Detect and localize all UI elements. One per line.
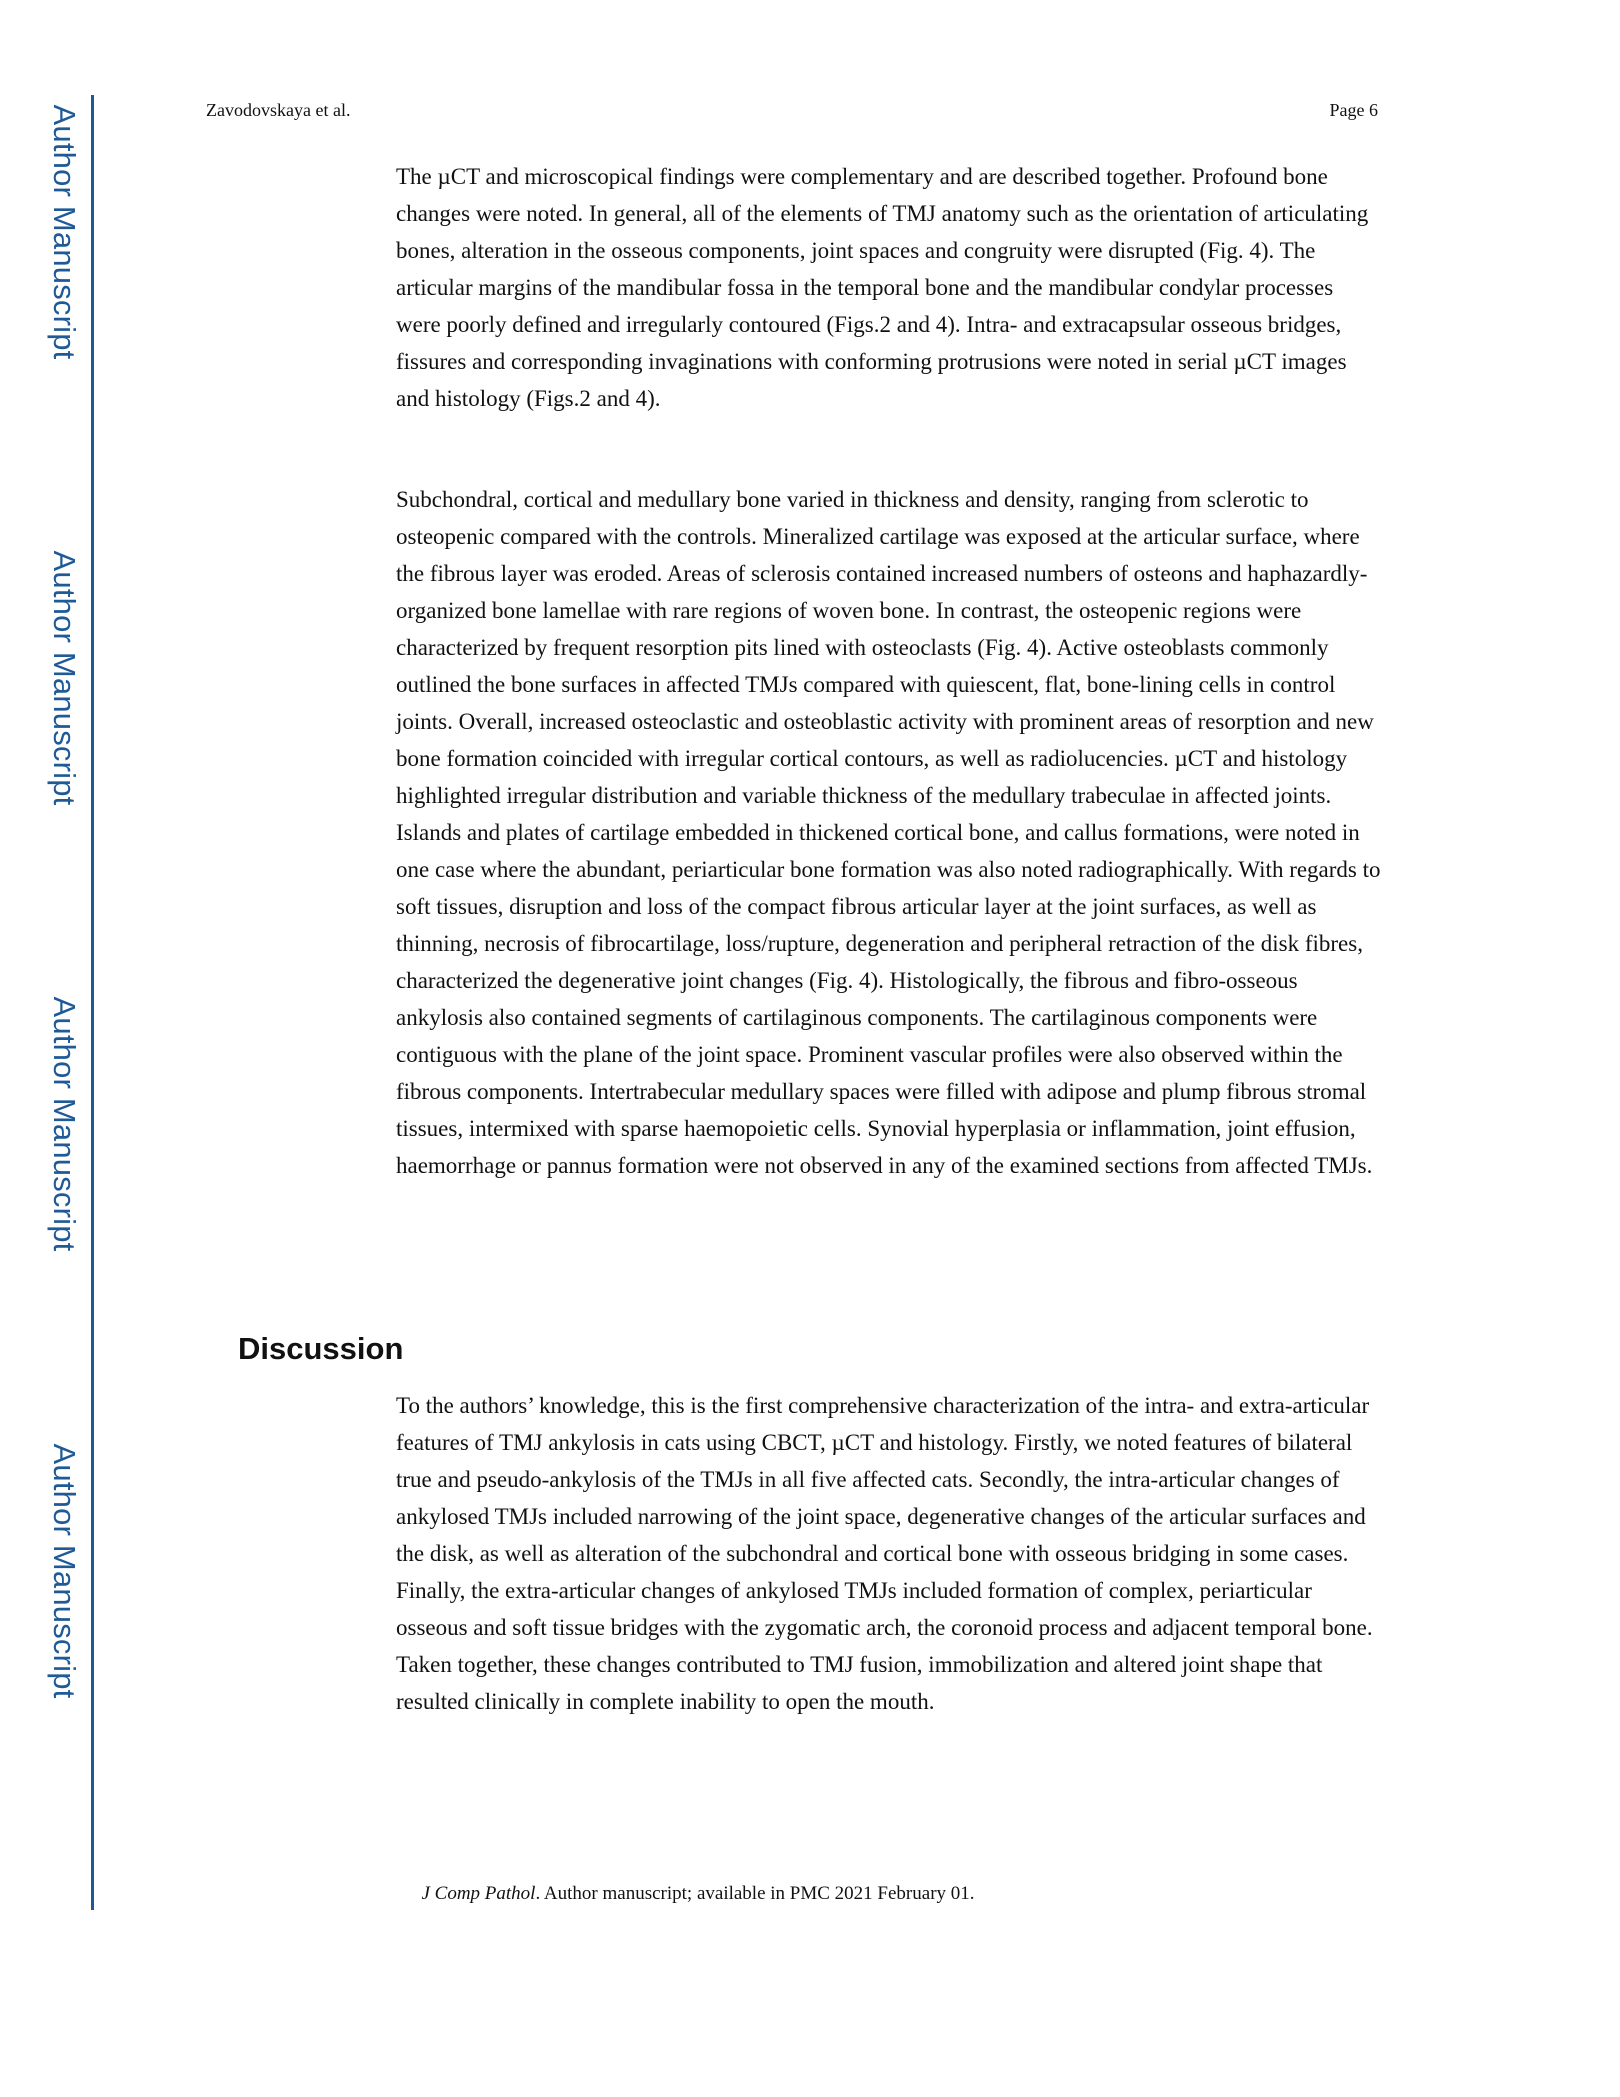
footer-availability: . Author manuscript; available in PMC 2021 February 01. [535, 1883, 975, 1904]
running-header-author: Zavodovskaya et al. [206, 100, 351, 120]
author-manuscript-label-2: Author Manuscript [47, 550, 82, 806]
footer-journal: J Comp Pathol [421, 1883, 536, 1904]
paragraph-findings: The µCT and microscopical findings were complementary and are described together. Profound bone changes were noted. In general, all of the elements of TMJ anatomy such as the orientation of articulating bones, alteration in the osseous components, joint spaces and congruity were disrupted (Fig. 4). The articular margins of the mandibular fossa in the temporal bone and the mandibular condylar processes were poorly defined and irregularly contoured (Figs.2 and 4). Intra- and extracapsular osseous bridges, fissures and corresponding invaginations with conforming protrusions were noted in serial µCT images and histology (Figs.2 and 4). [396, 164, 1369, 411]
author-manuscript-label-4: Author Manuscript [47, 1443, 82, 1699]
page-footer [0, 1883, 1620, 1905]
paragraph-discussion: To the authors’ knowledge, this is the first comprehensive characterization of the intra- and extra-articular features of TMJ ankylosis in cats using CBCT, µCT and histology. Firstly, we noted features of bilateral true and pseudo-ankylosis of the TMJs in all five affected cats. Secondly, the intra-articular changes of ankylosed TMJs included narrowing of the joint space, degenerative changes of the articular surfaces and the disk, as well as alteration of the subchondral and cortical bone with osseous bridging in some cases. Finally, the extra-articular changes of ankylosed TMJs included formation of complex, periarticular osseous and soft tissue bridges with the zygomatic arch, the coronoid process and adjacent temporal bone. Taken together, these changes contributed to TMJ fusion, immobilization and altered joint shape that resulted clinically in complete inability to open the mouth. [396, 1393, 1373, 1714]
page-number: Page 6 [1329, 100, 1378, 120]
paragraph-bone-changes: Subchondral, cortical and medullary bone varied in thickness and density, ranging from sclerotic to osteopenic compared with the controls. Mineralized cartilage was exposed at the articular surface, where the fibrous layer was eroded. Areas of sclerosis contained increased numbers of osteons and haphazardly-organized bone lamellae with rare regions of woven bone. In contrast, the osteopenic regions were characterized by frequent resorption pits lined with osteoclasts (Fig. 4). Active osteoblasts commonly outlined the bone surfaces in affected TMJs compared with quiescent, flat, bone-lining cells in control joints. Overall, increased osteoclastic and osteoblastic activity with prominent areas of resorption and new bone formation coincided with irregular cortical contours, as well as radiolucencies. µCT and histology highlighted irregular distribution and variable thickness of the medullary trabeculae in affected joints. Islands and plates of cartilage embedded in thickened cortical bone, and callus formations, were noted in one case where the abundant, periarticular bone formation was also noted radiographically. With regards to soft tissues, disruption and loss of the compact fibrous articular layer at the joint surfaces, as well as thinning, necrosis of fibrocartilage, loss/rupture, degeneration and peripheral retraction of the disk fibres, characterized the degenerative joint changes (Fig. 4). Histologically, the fibrous and fibro-osseous ankylosis also contained segments of cartilaginous components. The cartilaginous components were contiguous with the plane of the joint space. Prominent vascular profiles were also observed within the fibrous components. Intertrabecular medullary spaces were filled with adipose and plump fibrous stromal tissues, intermixed with sparse haemopoietic cells. Synovial hyperplasia or inflammation, joint effusion, haemorrhage or pannus formation were not observed in any of the examined sections from affected TMJs. [396, 487, 1381, 1178]
section-heading-discussion: Discussion [238, 1331, 404, 1366]
author-manuscript-label-1: Author Manuscript [47, 104, 82, 360]
author-manuscript-label-3: Author Manuscript [47, 996, 82, 1252]
